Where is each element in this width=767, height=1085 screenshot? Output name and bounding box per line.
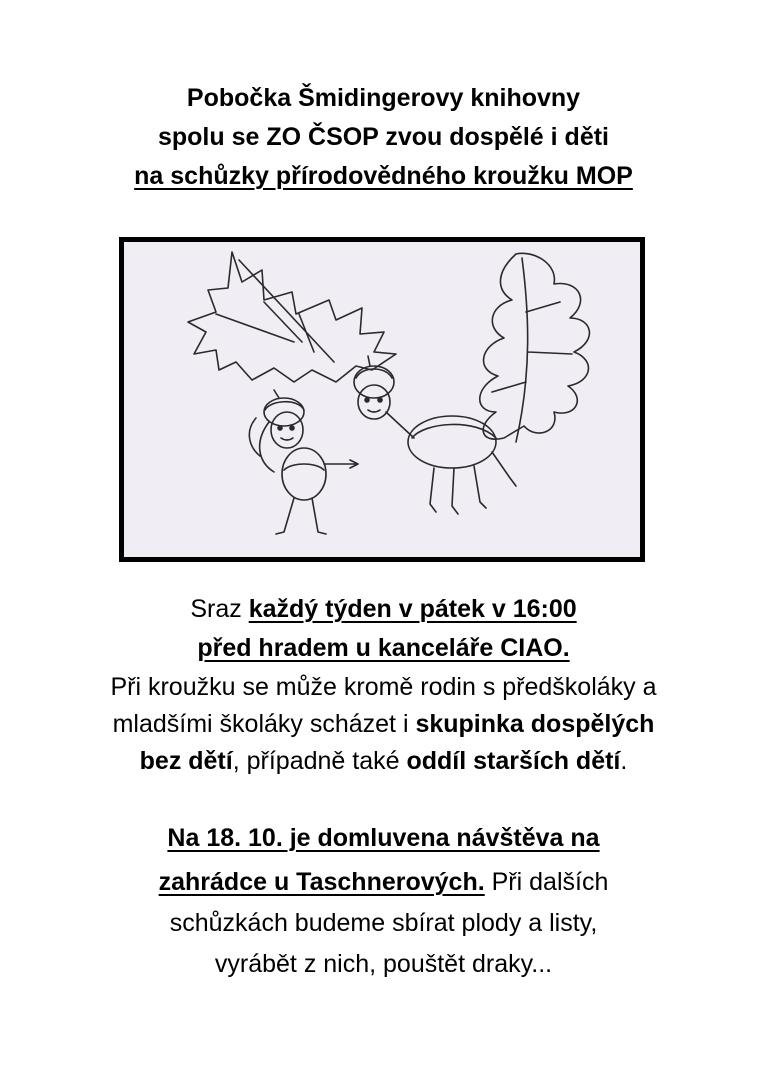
info-without-children: bez dětí (139, 747, 233, 775)
oak-leaf-icon (480, 253, 590, 439)
info-line-2 (0, 712, 767, 737)
illustration (119, 237, 645, 562)
meeting-line-1 (0, 597, 767, 622)
info-older-children: oddíl starších dětí (406, 747, 621, 775)
meeting-when: každý týden v pátek v 16:00 (248, 595, 577, 623)
info-line-3-end: . (620, 747, 628, 775)
visit-line-1: Na 18. 10. je domluvena návštěva na (167, 824, 600, 852)
heading-line-1: Pobočka Šmidingerovy knihovny (186, 84, 581, 112)
meeting-prefix: Sraz (190, 595, 249, 623)
info-line-3 (0, 749, 767, 774)
info-line-3-text: , případně také (232, 747, 407, 775)
meeting-where: před hradem u kanceláře CIAO. (197, 634, 570, 662)
visit-line-2 (0, 870, 767, 895)
heading-line-3: na schůzky přírodovědného kroužku MOP (134, 162, 633, 190)
visit-place: zahrádce u Taschnerových. (158, 868, 485, 896)
info-adult-group: skupinka dospělých (415, 710, 655, 738)
info-line-2-text: mladšími školáky scházet i (112, 710, 416, 738)
acorn-figures-icon (124, 242, 640, 557)
visit-line-4: vyrábět z nich, pouštět draky... (214, 950, 553, 978)
visit-line-3: schůzkách budeme sbírat plody a listy, (169, 909, 598, 937)
info-line-1: Při kroužku se může kromě rodin s předškoláky a (110, 673, 657, 701)
visit-line-2-text: Při dalších (484, 868, 609, 896)
heading-line-2: spolu se ZO ČSOP zvou dospělé i děti (157, 123, 609, 151)
